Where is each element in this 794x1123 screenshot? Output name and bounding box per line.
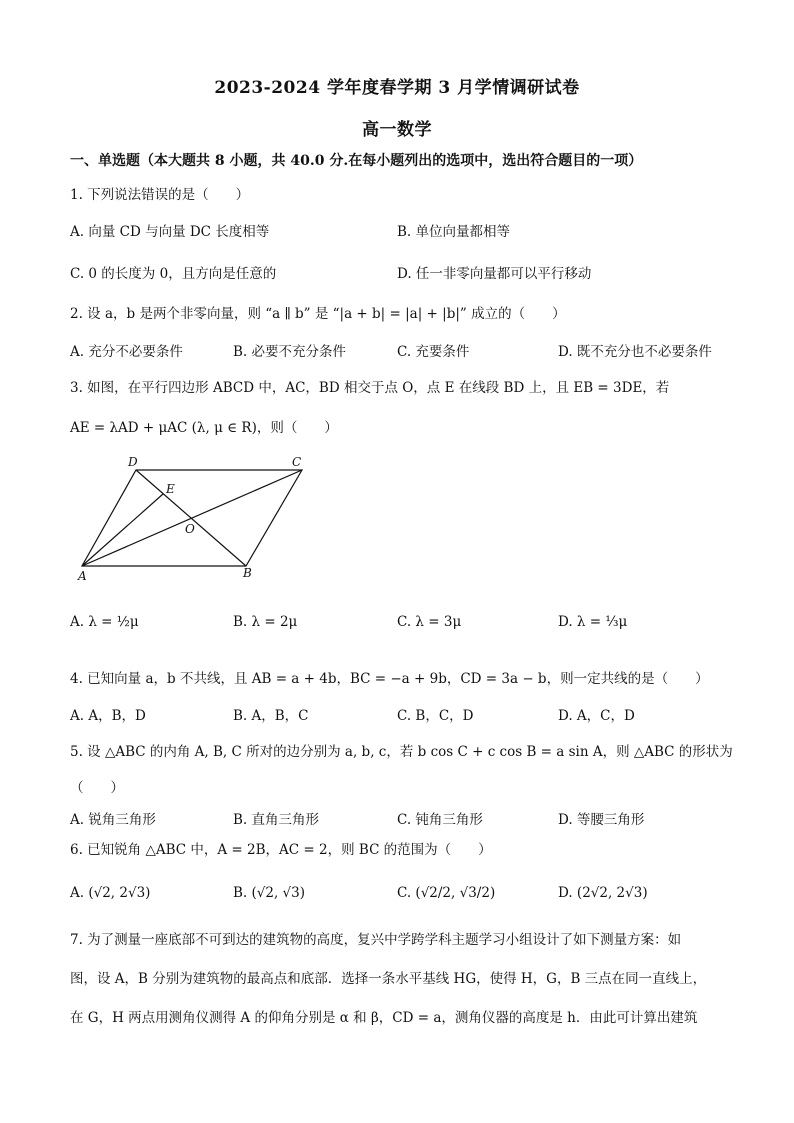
q4-option-d: D. A，C，D (558, 708, 635, 724)
section-heading: 一、单选题（本大题共 8 小题，共 40.0 分.在每小题列出的选项中，选出符合题目的一项） (70, 153, 643, 169)
question-2-stem: 2. 设 a，b 是两个非零向量，则 “a ∥ b” 是 “|a + b| = |a| + |b|” 成立的（ ） (70, 306, 566, 322)
q3-option-c: C. λ = 3μ (397, 614, 462, 630)
q6-option-c: C. (√2/2, √3/2) (397, 885, 496, 901)
question-7-line-2: 图，设 A，B 分别为建筑物的最高点和底部．选择一条水平基线 HG，使得 H，G，B 三点在同一直线上， (70, 971, 707, 987)
vertex-label-b: B (243, 566, 252, 580)
q2-option-d: D. 既不充分也不必要条件 (558, 344, 712, 360)
q5-option-a: A. 锐角三角形 (70, 812, 156, 828)
question-1-stem: 1. 下列说法错误的是（ ） (70, 187, 250, 203)
point-label-o: O (185, 522, 195, 536)
q1-option-a: A. 向量 CD 与向量 DC 长度相等 (70, 224, 270, 240)
q2-option-a: A. 充分不必要条件 (70, 344, 183, 360)
question-4-stem: 4. 已知向量 a，b 不共线，且 AB = a + 4b，BC = −a + 9b，CD = 3a − b，则一定共线的是（ ） (70, 671, 709, 687)
q6-option-a: A. (√2, 2√3) (70, 885, 151, 901)
question-7-stem (70, 925, 720, 1034)
q6-option-b: B. (√2, √3) (233, 885, 306, 901)
question-5-stem-line1: 5. 设 △ABC 的内角 A, B, C 所对的边分别为 a, b, c，若 b cos C + c cos B = a sin A，则 △ABC 的形状为 (70, 744, 733, 760)
q3-option-a: A. λ = ½μ (70, 614, 139, 630)
page-title: 2023-2024 学年度春学期 3 月学情调研试卷 (214, 78, 580, 98)
vertex-label-c: C (292, 455, 302, 469)
vertex-label-d: D (128, 455, 138, 469)
q3-option-b: B. λ = 2μ (233, 614, 298, 630)
question-7-line-3: 在 G，H 两点用测角仪测得 A 的仰角分别是 α 和 β，CD = a，测角仪器的高度是 h．由此可计算出建筑 (70, 1010, 698, 1026)
q4-option-c: C. B，C，D (397, 708, 474, 724)
q4-option-b: B. A，B，C (233, 708, 309, 724)
page-subtitle: 高一数学 (362, 120, 432, 140)
vertex-label-a: A (78, 569, 87, 583)
question-5-stem-line2: （ ） (70, 780, 124, 796)
q5-option-d: D. 等腰三角形 (558, 812, 645, 828)
q2-option-c: C. 充要条件 (397, 344, 470, 360)
question-7-line-1: 7. 为了测量一座底部不可到达的建筑物的高度，复兴中学跨学科主题学习小组设计了如下测量方案：如 (70, 932, 682, 948)
q5-option-c: C. 钝角三角形 (397, 812, 483, 828)
q1-option-d: D. 任一非零向量都可以平行移动 (397, 266, 592, 282)
q5-option-b: B. 直角三角形 (233, 812, 320, 828)
q1-option-c: C. 0 的长度为 0，且方向是任意的 (70, 266, 277, 282)
parallelogram-figure (70, 452, 320, 587)
q6-option-d: D. (2√2, 2√3) (558, 885, 648, 901)
q4-option-a: A. A，B，D (70, 708, 146, 724)
q3-option-d: D. λ = ⅓μ (558, 614, 628, 630)
q1-option-b: B. 单位向量都相等 (397, 224, 511, 240)
question-3-stem-line1: 3. 如图，在平行四边形 ABCD 中，AC，BD 相交于点 O，点 E 在线段 BD 上，且 EB = 3DE，若 (70, 380, 670, 396)
q2-option-b: B. 必要不充分条件 (233, 344, 347, 360)
question-3-stem-line2: AE = λAD + μAC (λ, μ ∈ R)，则（ ） (70, 420, 338, 436)
question-6-stem: 6. 已知锐角 △ABC 中，A = 2B，AC = 2，则 BC 的范围为（ ） (70, 842, 492, 858)
point-label-e: E (166, 482, 175, 496)
